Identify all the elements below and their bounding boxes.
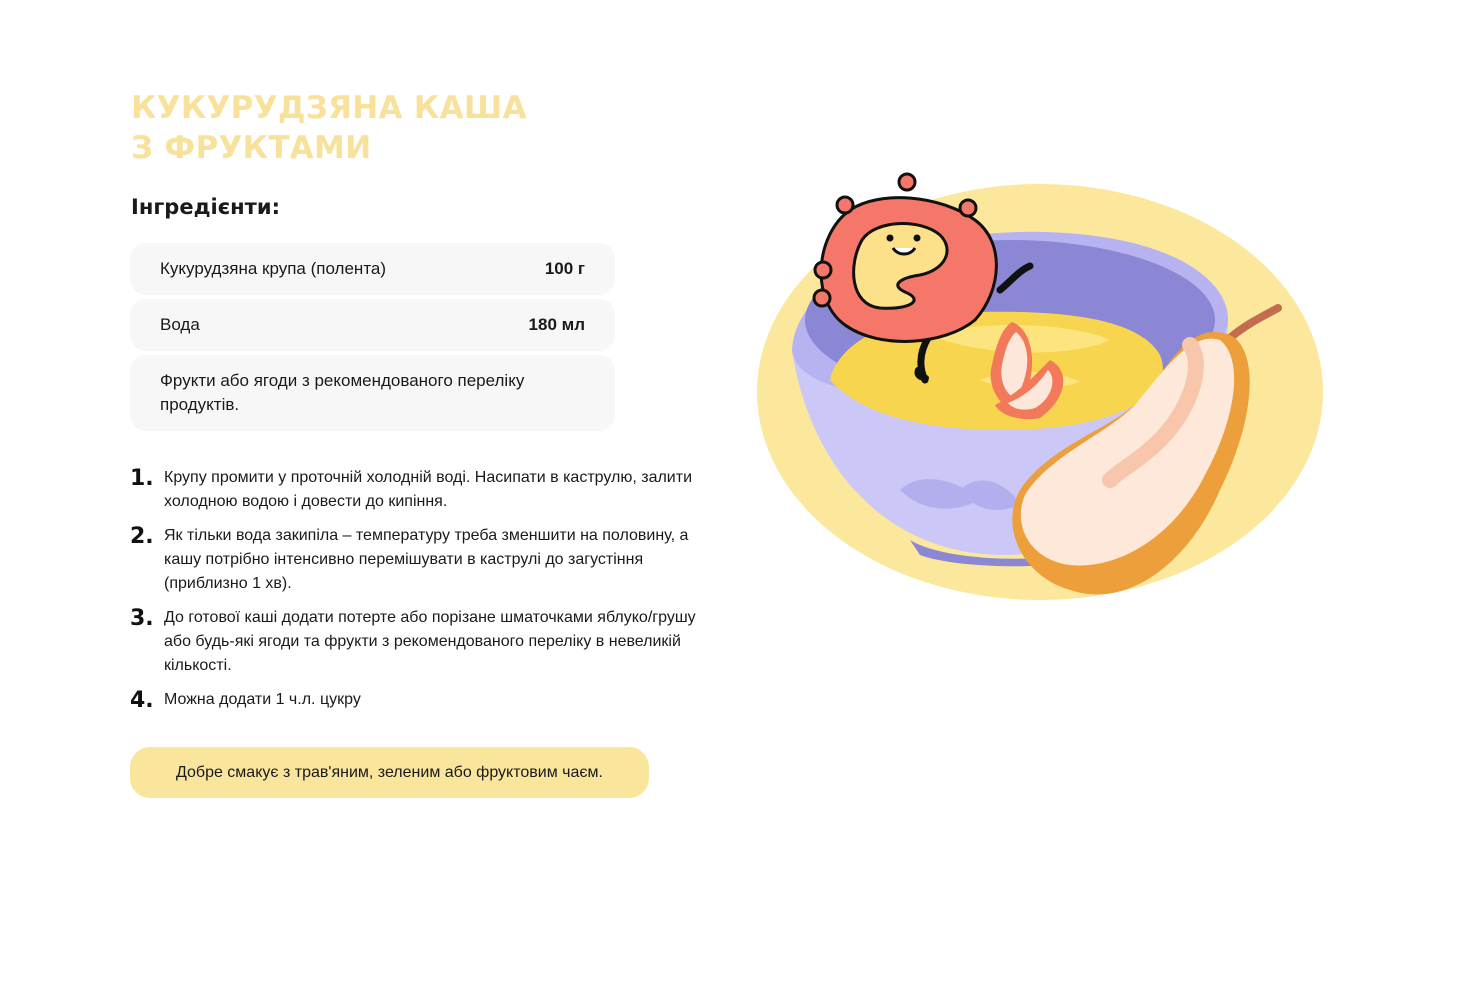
- ingredients-heading: Інгредієнти:: [131, 195, 280, 219]
- step-item: [130, 524, 710, 596]
- ingredient-row: [130, 299, 615, 351]
- recipe-title: [131, 88, 527, 168]
- step-number: 4.: [130, 688, 154, 713]
- step-text: Можна додати 1 ч.л. цукру: [164, 691, 361, 708]
- porridge-illustration: [750, 170, 1340, 610]
- step-item: [130, 466, 710, 514]
- step-text: Крупу промити у проточній холодній воді. Насипати в каструлю, залити холодною водою і довести до кипіння.: [164, 469, 693, 510]
- ingredient-row: [130, 243, 615, 295]
- ingredient-amount: 100 г: [544, 259, 585, 278]
- step-item: [130, 688, 710, 714]
- step-number: 1.: [130, 466, 154, 491]
- step-text: До готової каші додати потерте або порізане шматочками яблуко/грушу або будь-які ягоди та фрукти з рекомендованого переліку в невеликій кількості.: [164, 609, 696, 674]
- ingredients-list: [130, 243, 615, 435]
- steps-list: [130, 466, 710, 724]
- recipe-title-line-1: КУКУРУДЗЯНА КАША: [131, 90, 527, 126]
- step-number: 2.: [130, 524, 154, 549]
- ingredient-amount: 180 мл: [528, 315, 585, 334]
- ingredient-row: [130, 355, 615, 431]
- recipe-title-line-2: З ФРУКТАМИ: [131, 130, 372, 166]
- serving-tip: [130, 747, 649, 798]
- ingredient-name: Фрукти або ягоди з рекомендованого переліку продуктів.: [160, 371, 525, 414]
- ingredient-name: Вода: [160, 315, 200, 334]
- step-item: [130, 606, 710, 678]
- ingredient-name: Кукурудзяна крупа (полента): [160, 259, 387, 278]
- serving-tip-text: Добре смакує з трав'яним, зеленим або фруктовим чаєм.: [175, 763, 603, 781]
- step-number: 3.: [130, 606, 154, 631]
- step-text: Як тільки вода закипіла – температуру треба зменшити на половину, а кашу потрібно інтенсивно перемішувати в каструлі до загустіння (приблизно 1 хв).: [164, 527, 689, 592]
